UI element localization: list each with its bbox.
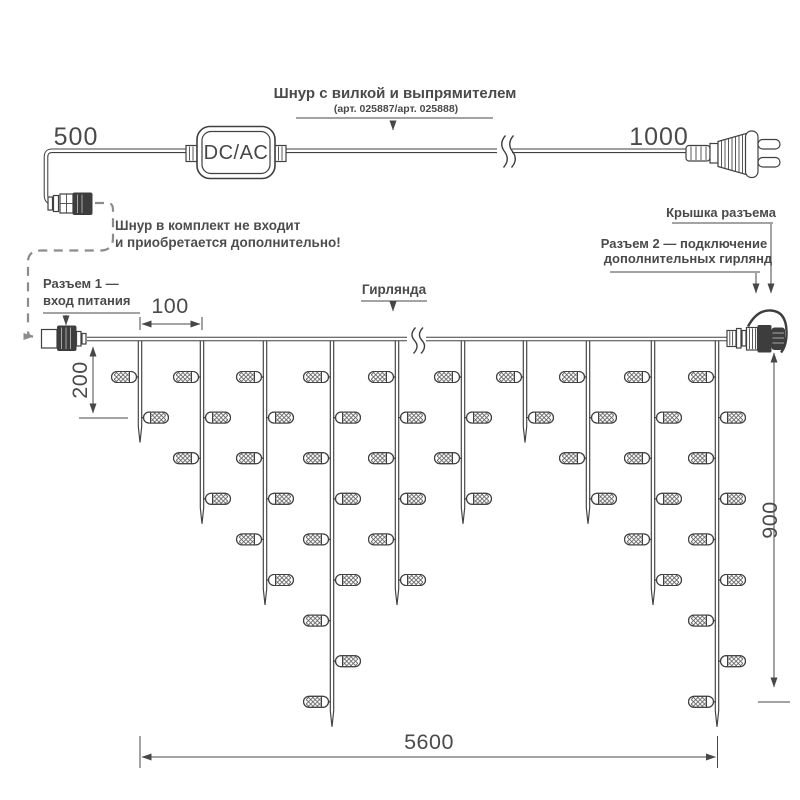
drop-wire [586,341,589,524]
lamp-icon [625,453,653,464]
lamp-icon [654,412,682,423]
power-plug-icon [686,131,780,178]
lamp-icon [369,534,397,545]
garland-label: Гирлянда [361,282,427,297]
cord-right-length: 1000 [629,123,689,151]
lamp-icon [718,656,746,667]
lamp-icon [266,493,294,504]
drop-wire [330,341,333,727]
lamp-icon [689,615,717,626]
lamp-icon [689,372,717,383]
lamp-icon [304,534,332,545]
lamp-icon [589,493,617,504]
lamp-icon [689,696,717,707]
dim-total-length [140,730,718,768]
dim-drop-spacing [140,294,202,330]
lamp-icon [560,372,588,383]
lamp-icon [333,493,361,504]
garland-wire [87,328,727,354]
dashed-arrow [28,332,33,337]
lamp-icon [174,372,202,383]
lamp-icon [203,412,231,423]
lamp-icon [266,412,294,423]
drop-wire [523,341,526,443]
lamp-icon [654,575,682,586]
lamp-icon [141,412,169,423]
cap-label: Крышка разъема [666,205,776,220]
connector1-label-line1: Разъем 1 — [43,276,119,291]
note-line1: Шнур в комплект не входит [115,218,301,233]
lamp-icon [333,412,361,423]
drop-wire [715,341,718,727]
drop-wire [395,341,398,605]
lamp-icon [718,575,746,586]
note-line2: и приобретается дополнительно! [115,235,341,250]
lamp-icon [718,412,746,423]
dashed-connection [28,203,113,337]
lamp-icon [304,372,332,383]
connector2-label-line1: Разъем 2 — подключение [600,236,768,251]
lamp-icon [304,696,332,707]
lamp-icon [304,453,332,464]
drop-wire [651,341,654,605]
lamp-icon [526,412,554,423]
lamp-icon [333,656,361,667]
lamp-icon [464,412,492,423]
lamp-icon [435,453,463,464]
lamp-icon [237,534,265,545]
lamp-icon [435,372,463,383]
lamp-icon [497,372,525,383]
lamp-icon [174,453,202,464]
lamp-icon [369,372,397,383]
lamp-icon [589,412,617,423]
lamp-icon [304,615,332,626]
lamp-icon [625,372,653,383]
lamp-icon [369,453,397,464]
lamp-icon [237,453,265,464]
dim-height [758,353,790,702]
cord-title: Шнур с вилкой и выпрямителем [273,85,517,102]
cord-subtitle: (арт. 025887/арт. 025888) [333,103,459,115]
lamp-icon [718,493,746,504]
dim-200-value: 200 [68,361,92,399]
lamp-icon [464,493,492,504]
drop-wire [461,341,464,524]
lamp-icon [625,534,653,545]
dim-5600-value: 5600 [404,730,454,754]
adapter-box [186,127,286,179]
cord-connector-icon [48,193,93,216]
garland-drops [112,341,746,727]
lamp-icon [112,372,140,383]
dimensions [68,294,790,768]
lamp-icon [398,412,426,423]
lamp-icon [333,575,361,586]
drop-wire [138,341,141,443]
lamp-icon [654,493,682,504]
cord-labels [54,85,689,250]
lamp-icon [398,493,426,504]
lamp-icon [398,575,426,586]
garland-connector-1-icon [42,326,87,352]
drop-wire [263,341,266,605]
lamp-icon [560,453,588,464]
lamp-icon [266,575,294,586]
dim-900-value: 900 [758,501,782,539]
connector2-label-line2: дополнительных гирлянд [603,251,773,266]
cord-left-length: 500 [53,123,99,151]
lamp-icon [689,534,717,545]
drop-wire [200,341,203,524]
dim-100-value: 100 [151,294,189,318]
lamp-icon [237,372,265,383]
lamp-icon [203,493,231,504]
lamp-icon [689,453,717,464]
connector1-label-line2: вход питания [43,293,131,308]
garland [42,310,787,726]
garland-connector-2-icon [727,310,787,352]
adapter-label: DC/AC [203,142,269,164]
